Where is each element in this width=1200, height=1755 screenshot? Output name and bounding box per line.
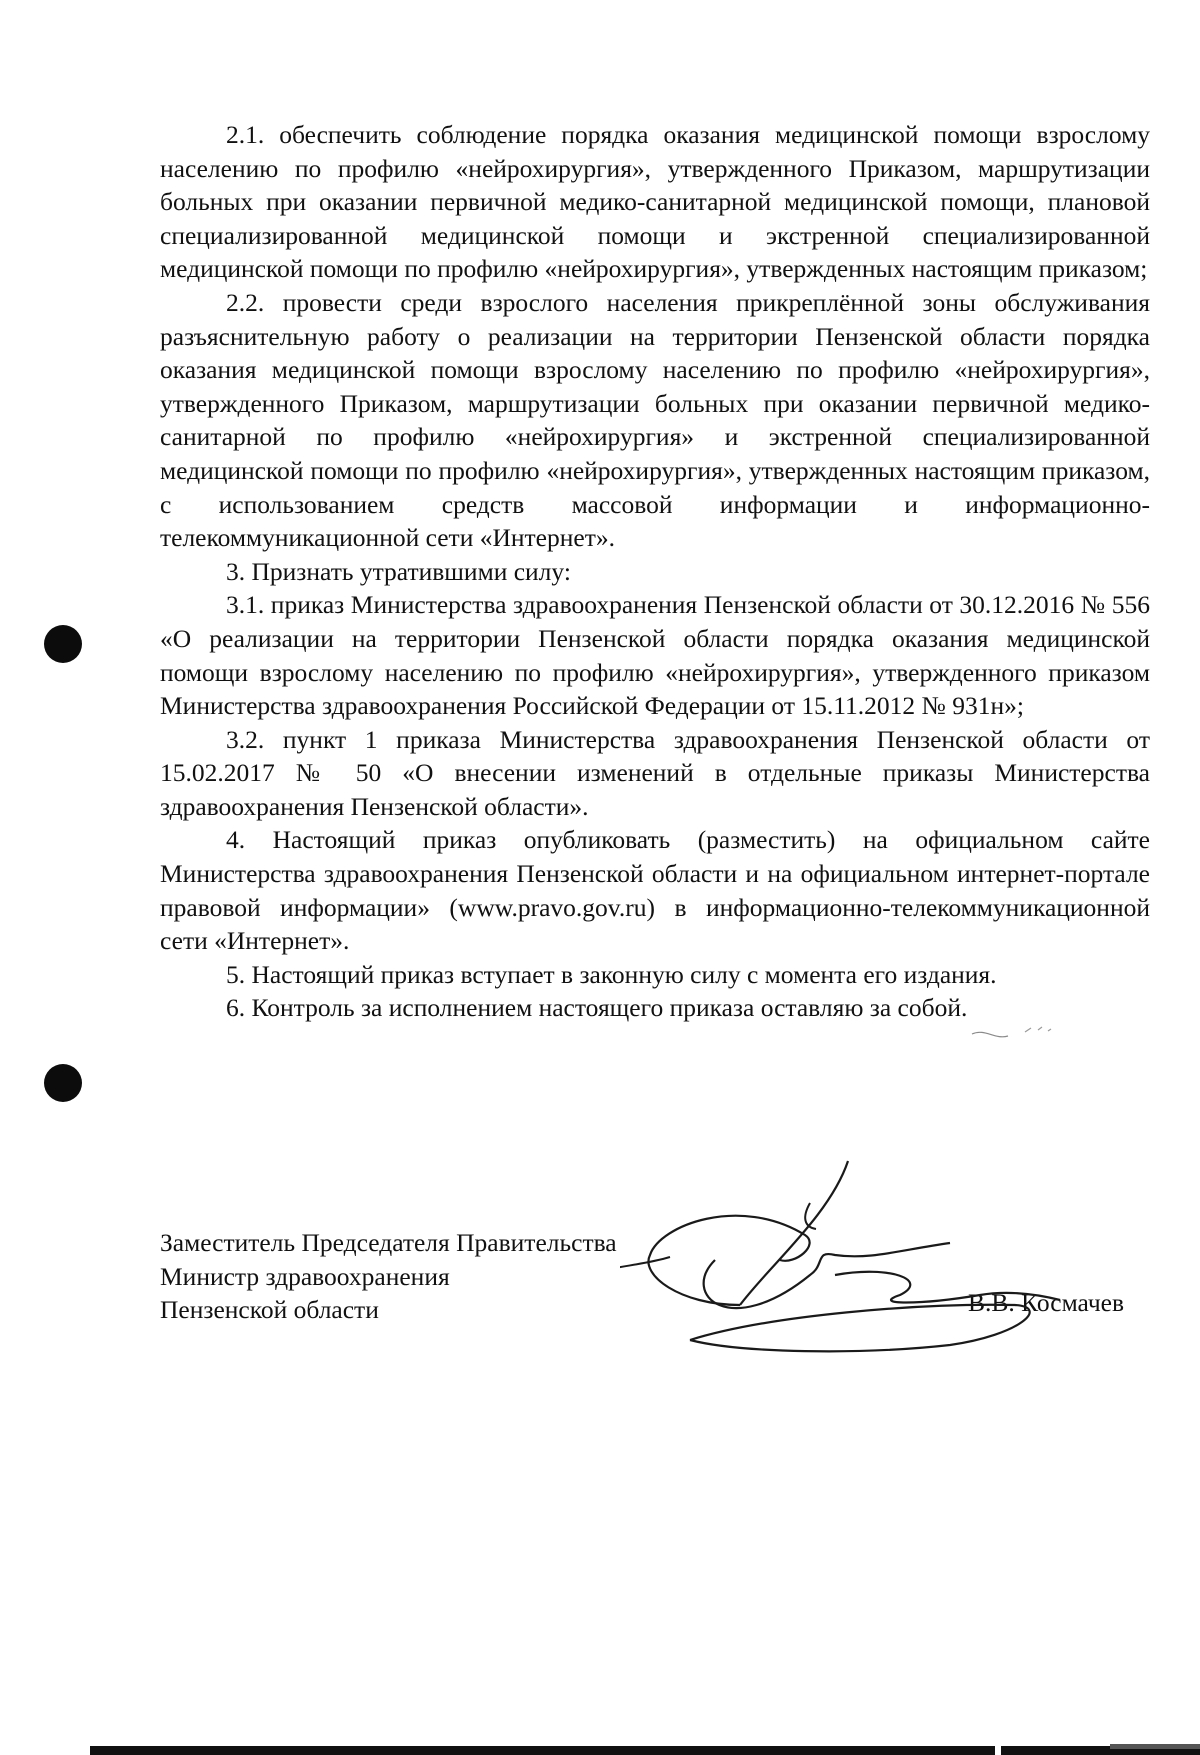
scan-bottom-edge (90, 1740, 1200, 1755)
paragraph-2-1: 2.1. обеспечить соблюдение порядка оказания медицинской помощи взрослому населению по профилю «нейрохирургия», утвержденного Приказом, маршрутизации больных при оказании первичной медико-санитарной медицинской помощи, плановой специализированной медицинской помощи и экстренной специализированной медицинской помощи по профилю «нейрохирургия», утвержденных настоящим приказом; (160, 120, 1150, 284)
stray-pen-marks (970, 1022, 1060, 1044)
paragraph-5: 5. Настоящий приказ вступает в законную силу с момента его издания. (226, 959, 997, 989)
document-body (160, 118, 1150, 1025)
signatory-title-line-3: Пензенской области (160, 1295, 379, 1325)
paragraph-3: 3. Признать утратившими силу: (226, 556, 571, 586)
handwritten-signature-icon (620, 1155, 1080, 1365)
signatory-name: В.В. Космачев (968, 1288, 1125, 1317)
punch-hole-mark-top (44, 625, 82, 663)
paragraph-4: 4. Настоящий приказ опубликовать (разместить) на официальном сайте Министерства здравоохранения Пензенской области и на официальном интернет-портале правовой информации» (www.pravo.gov.ru) в информационно-телекоммуникационной сети «Интернет». (160, 825, 1150, 956)
paragraph-2-2: 2.2. провести среди взрослого населения прикреплённой зоны обслуживания разъяснительную работу о реализации на территории Пензенской области порядка оказания медицинской помощи взрослому населению по профилю «нейрохирургия», утвержденного Приказом, маршрутизации больных при оказании первичной медико-санитарной по профилю «нейрохирургия» и экстренной специализированной медицинской помощи по профилю «нейрохирургия», утвержденных настоящим приказом, с использованием средств массовой информации и информационно-телекоммуникационной сети «Интернет». (160, 287, 1150, 553)
signatory-title-line-2: Министр здравоохранения (160, 1261, 450, 1291)
paragraph-3-1: 3.1. приказ Министерства здравоохранения Пензенской области от 30.12.2016 № 556 «О реализации на территории Пензенской области порядка оказания медицинской помощи взрослому населению по профилю «нейрохирургия», утвержденного приказом Министерства здравоохранения Российской Федерации от 15.11.2012 № 931н»; (160, 590, 1150, 721)
signatory-title-line-1: Заместитель Председателя Правительства (160, 1228, 617, 1257)
paragraph-6: 6. Контроль за исполнением настоящего приказа оставляю за собой. (226, 993, 968, 1023)
paragraph-3-2: 3.2. пункт 1 приказа Министерства здравоохранения Пензенской области от 15.02.2017 № 50 «О внесении изменений в отдельные приказы Министерства здравоохранения Пензенской области». (160, 724, 1150, 821)
punch-hole-mark-bottom (44, 1064, 82, 1102)
